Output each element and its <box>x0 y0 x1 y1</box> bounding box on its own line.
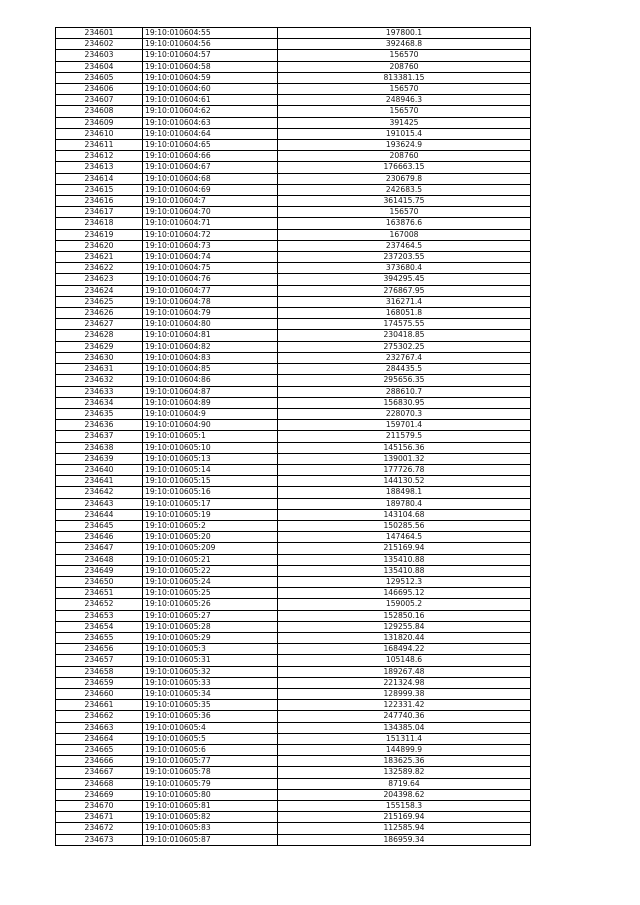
row-number-cell: 234603 <box>56 50 143 61</box>
cadastral-value-cell: 191015.4 <box>278 128 531 139</box>
row-number-cell: 234604 <box>56 61 143 72</box>
table-row <box>56 464 531 475</box>
table-row <box>56 532 531 543</box>
cadastral-number-cell: 19:10:010604:57 <box>143 50 278 61</box>
table-row <box>56 453 531 464</box>
cadastral-number-cell: 19:10:010604:73 <box>143 240 278 251</box>
cadastral-value-cell: 135410.88 <box>278 565 531 576</box>
cadastral-number-cell: 19:10:010605:79 <box>143 778 278 789</box>
cadastral-number-cell: 19:10:010604:62 <box>143 106 278 117</box>
cadastral-value-cell: 144899.9 <box>278 745 531 756</box>
table-row <box>56 364 531 375</box>
table-row <box>56 745 531 756</box>
cadastral-number-cell: 19:10:010604:90 <box>143 420 278 431</box>
table-row <box>56 173 531 184</box>
table-row <box>56 39 531 50</box>
table-row <box>56 341 531 352</box>
row-number-cell: 234645 <box>56 520 143 531</box>
row-number-cell: 234653 <box>56 610 143 621</box>
cadastral-value-cell: 215169.94 <box>278 812 531 823</box>
table-row <box>56 812 531 823</box>
table-row <box>56 700 531 711</box>
cadastral-number-cell: 19:10:010605:36 <box>143 711 278 722</box>
cadastral-value-cell: 8719.64 <box>278 778 531 789</box>
cadastral-value-cell: 174575.55 <box>278 319 531 330</box>
row-number-cell: 234651 <box>56 588 143 599</box>
cadastral-value-cell: 131820.44 <box>278 632 531 643</box>
cadastral-number-cell: 19:10:010604:75 <box>143 263 278 274</box>
cadastral-value-cell: 168494.22 <box>278 644 531 655</box>
cadastral-number-cell: 19:10:010605:13 <box>143 453 278 464</box>
row-number-cell: 234654 <box>56 621 143 632</box>
cadastral-number-cell: 19:10:010604:82 <box>143 341 278 352</box>
row-number-cell: 234613 <box>56 162 143 173</box>
cadastral-number-cell: 19:10:010604:71 <box>143 218 278 229</box>
cadastral-value-cell: 237203.55 <box>278 252 531 263</box>
cadastral-number-cell: 19:10:010604:83 <box>143 352 278 363</box>
table-row <box>56 476 531 487</box>
row-number-cell: 234649 <box>56 565 143 576</box>
table-row <box>56 644 531 655</box>
cadastral-number-cell: 19:10:010605:35 <box>143 700 278 711</box>
cadastral-number-cell: 19:10:010605:26 <box>143 599 278 610</box>
table-row <box>56 229 531 240</box>
cadastral-value-cell: 163876.6 <box>278 218 531 229</box>
cadastral-number-cell: 19:10:010605:34 <box>143 688 278 699</box>
table-row <box>56 240 531 251</box>
table-row <box>56 285 531 296</box>
table-row <box>56 140 531 151</box>
table-row <box>56 834 531 845</box>
row-number-cell: 234655 <box>56 632 143 643</box>
table-row <box>56 498 531 509</box>
cadastral-value-cell: 122331.42 <box>278 700 531 711</box>
cadastral-value-cell: 186959.34 <box>278 834 531 845</box>
cadastral-value-cell: 189780.4 <box>278 498 531 509</box>
cadastral-number-cell: 19:10:010604:65 <box>143 140 278 151</box>
cadastral-value-cell: 156570 <box>278 84 531 95</box>
table-row <box>56 61 531 72</box>
row-number-cell: 234619 <box>56 229 143 240</box>
cadastral-value-cell: 230418.85 <box>278 330 531 341</box>
cadastral-value-cell: 156830.95 <box>278 397 531 408</box>
table-row <box>56 207 531 218</box>
row-number-cell: 234621 <box>56 252 143 263</box>
row-number-cell: 234641 <box>56 476 143 487</box>
cadastral-value-cell: 248946.3 <box>278 95 531 106</box>
row-number-cell: 234630 <box>56 352 143 363</box>
row-number-cell: 234602 <box>56 39 143 50</box>
cadastral-value-cell: 284435.5 <box>278 364 531 375</box>
cadastral-value-cell: 208760 <box>278 151 531 162</box>
cadastral-number-cell: 19:10:010604:64 <box>143 128 278 139</box>
table-row <box>56 408 531 419</box>
table-row <box>56 442 531 453</box>
row-number-cell: 234624 <box>56 285 143 296</box>
cadastral-value-cell: 183625.36 <box>278 756 531 767</box>
cadastral-number-cell: 19:10:010604:89 <box>143 397 278 408</box>
cadastral-value-cell: 144130.52 <box>278 476 531 487</box>
cadastral-value-cell: 143104.68 <box>278 509 531 520</box>
cadastral-number-cell: 19:10:010605:83 <box>143 823 278 834</box>
row-number-cell: 234652 <box>56 599 143 610</box>
cadastral-value-cell: 129255.84 <box>278 621 531 632</box>
table-row <box>56 296 531 307</box>
cadastral-number-cell: 19:10:010605:31 <box>143 655 278 666</box>
cadastral-value-cell: 189267.48 <box>278 666 531 677</box>
row-number-cell: 234660 <box>56 688 143 699</box>
row-number-cell: 234664 <box>56 733 143 744</box>
cadastral-value-cell: 188498.1 <box>278 487 531 498</box>
cadastral-value-cell: 145156.36 <box>278 442 531 453</box>
row-number-cell: 234650 <box>56 576 143 587</box>
cadastral-number-cell: 19:10:010604:69 <box>143 184 278 195</box>
cadastral-value-cell: 176663.15 <box>278 162 531 173</box>
row-number-cell: 234633 <box>56 386 143 397</box>
cadastral-value-cell: 394295.45 <box>278 274 531 285</box>
table-row <box>56 565 531 576</box>
cadastral-number-cell: 19:10:010604:70 <box>143 207 278 218</box>
cadastral-value-cell: 159005.2 <box>278 599 531 610</box>
table-row <box>56 722 531 733</box>
row-number-cell: 234657 <box>56 655 143 666</box>
table-row <box>56 823 531 834</box>
cadastral-value-cell: 156570 <box>278 50 531 61</box>
cadastral-number-cell: 19:10:010604:9 <box>143 408 278 419</box>
row-number-cell: 234612 <box>56 151 143 162</box>
table-row <box>56 666 531 677</box>
cadastral-value-cell: 134385.04 <box>278 722 531 733</box>
table-row <box>56 677 531 688</box>
table-row <box>56 733 531 744</box>
cadastral-number-cell: 19:10:010605:22 <box>143 565 278 576</box>
cadastral-number-cell: 19:10:010605:17 <box>143 498 278 509</box>
cadastral-value-cell: 813381.15 <box>278 72 531 83</box>
cadastral-number-cell: 19:10:010604:56 <box>143 39 278 50</box>
row-number-cell: 234636 <box>56 420 143 431</box>
table-row <box>56 655 531 666</box>
row-number-cell: 234616 <box>56 196 143 207</box>
table-row <box>56 801 531 812</box>
cadastral-number-cell: 19:10:010605:16 <box>143 487 278 498</box>
table-row <box>56 72 531 83</box>
table-row <box>56 128 531 139</box>
cadastral-number-cell: 19:10:010604:60 <box>143 84 278 95</box>
cadastral-value-cell: 230679.8 <box>278 173 531 184</box>
table-row <box>56 196 531 207</box>
row-number-cell: 234640 <box>56 464 143 475</box>
cadastral-number-cell: 19:10:010604:80 <box>143 319 278 330</box>
row-number-cell: 234646 <box>56 532 143 543</box>
cadastral-number-cell: 19:10:010604:78 <box>143 296 278 307</box>
cadastral-number-cell: 19:10:010605:25 <box>143 588 278 599</box>
table-row <box>56 431 531 442</box>
cadastral-number-cell: 19:10:010605:4 <box>143 722 278 733</box>
cadastral-value-cell: 242683.5 <box>278 184 531 195</box>
cadastral-number-cell: 19:10:010604:85 <box>143 364 278 375</box>
table-row <box>56 308 531 319</box>
cadastral-number-cell: 19:10:010605:32 <box>143 666 278 677</box>
cadastral-number-cell: 19:10:010604:58 <box>143 61 278 72</box>
cadastral-value-cell: 156570 <box>278 106 531 117</box>
row-number-cell: 234644 <box>56 509 143 520</box>
cadastral-number-cell: 19:10:010604:76 <box>143 274 278 285</box>
cadastral-value-cell: 215169.94 <box>278 543 531 554</box>
row-number-cell: 234670 <box>56 801 143 812</box>
cadastral-value-cell: 316271.4 <box>278 296 531 307</box>
row-number-cell: 234610 <box>56 128 143 139</box>
cadastral-value-cell: 208760 <box>278 61 531 72</box>
row-number-cell: 234672 <box>56 823 143 834</box>
cadastral-number-cell: 19:10:010605:2 <box>143 520 278 531</box>
row-number-cell: 234642 <box>56 487 143 498</box>
cadastral-value-cell: 228070.3 <box>278 408 531 419</box>
cadastral-number-cell: 19:10:010604:87 <box>143 386 278 397</box>
row-number-cell: 234647 <box>56 543 143 554</box>
cadastral-number-cell: 19:10:010604:59 <box>143 72 278 83</box>
table-row <box>56 778 531 789</box>
cadastral-value-cell: 152850.16 <box>278 610 531 621</box>
row-number-cell: 234643 <box>56 498 143 509</box>
table-row <box>56 386 531 397</box>
cadastral-number-cell: 19:10:010605:10 <box>143 442 278 453</box>
row-number-cell: 234639 <box>56 453 143 464</box>
row-number-cell: 234632 <box>56 375 143 386</box>
table-row <box>56 330 531 341</box>
row-number-cell: 234620 <box>56 240 143 251</box>
cadastral-value-cell: 247740.36 <box>278 711 531 722</box>
row-number-cell: 234622 <box>56 263 143 274</box>
cadastral-value-cell: 288610.7 <box>278 386 531 397</box>
row-number-cell: 234671 <box>56 812 143 823</box>
table-row <box>56 487 531 498</box>
table-row <box>56 28 531 39</box>
cadastral-number-cell: 19:10:010604:7 <box>143 196 278 207</box>
cadastral-number-cell: 19:10:010605:77 <box>143 756 278 767</box>
row-number-cell: 234611 <box>56 140 143 151</box>
cadastral-value-cell: 391425 <box>278 117 531 128</box>
row-number-cell: 234605 <box>56 72 143 83</box>
cadastral-value-cell: 146695.12 <box>278 588 531 599</box>
table-row <box>56 106 531 117</box>
table-row <box>56 263 531 274</box>
table-row <box>56 352 531 363</box>
row-number-cell: 234666 <box>56 756 143 767</box>
row-number-cell: 234658 <box>56 666 143 677</box>
cadastral-number-cell: 19:10:010604:72 <box>143 229 278 240</box>
cadastral-value-cell: 221324.98 <box>278 677 531 688</box>
cadastral-number-cell: 19:10:010604:55 <box>143 28 278 39</box>
row-number-cell: 234668 <box>56 778 143 789</box>
row-number-cell: 234637 <box>56 431 143 442</box>
cadastral-number-cell: 19:10:010605:29 <box>143 632 278 643</box>
cadastral-value-cell: 168051.8 <box>278 308 531 319</box>
cadastral-value-cell: 392468.8 <box>278 39 531 50</box>
row-number-cell: 234609 <box>56 117 143 128</box>
table-row <box>56 50 531 61</box>
row-number-cell: 234661 <box>56 700 143 711</box>
cadastral-value-cell: 147464.5 <box>278 532 531 543</box>
cadastral-number-cell: 19:10:010605:33 <box>143 677 278 688</box>
table-row <box>56 420 531 431</box>
table-row <box>56 767 531 778</box>
table-row <box>56 117 531 128</box>
cadastral-value-cell: 128999.38 <box>278 688 531 699</box>
table-row <box>56 756 531 767</box>
row-number-cell: 234606 <box>56 84 143 95</box>
cadastral-value-cell: 139001.32 <box>278 453 531 464</box>
row-number-cell: 234628 <box>56 330 143 341</box>
cadastral-number-cell: 19:10:010605:3 <box>143 644 278 655</box>
cadastral-value-cell: 129512.3 <box>278 576 531 587</box>
cadastral-number-cell: 19:10:010604:77 <box>143 285 278 296</box>
cadastral-number-cell: 19:10:010605:19 <box>143 509 278 520</box>
cadastral-value-cell: 105148.6 <box>278 655 531 666</box>
table-row <box>56 397 531 408</box>
cadastral-number-cell: 19:10:010604:74 <box>143 252 278 263</box>
row-number-cell: 234618 <box>56 218 143 229</box>
row-number-cell: 234656 <box>56 644 143 655</box>
table-row <box>56 688 531 699</box>
cadastral-number-cell: 19:10:010604:61 <box>143 95 278 106</box>
table-row <box>56 274 531 285</box>
table-row <box>56 509 531 520</box>
cadastral-number-cell: 19:10:010604:79 <box>143 308 278 319</box>
cadastral-number-cell: 19:10:010604:86 <box>143 375 278 386</box>
data-table <box>55 27 531 846</box>
cadastral-number-cell: 19:10:010605:209 <box>143 543 278 554</box>
cadastral-value-cell: 275302.25 <box>278 341 531 352</box>
row-number-cell: 234607 <box>56 95 143 106</box>
cadastral-value-cell: 232767.4 <box>278 352 531 363</box>
table-row <box>56 218 531 229</box>
cadastral-number-cell: 19:10:010605:6 <box>143 745 278 756</box>
cadastral-value-cell: 132589.82 <box>278 767 531 778</box>
row-number-cell: 234625 <box>56 296 143 307</box>
cadastral-value-cell: 167008 <box>278 229 531 240</box>
cadastral-number-cell: 19:10:010604:63 <box>143 117 278 128</box>
table-body <box>56 28 531 846</box>
cadastral-number-cell: 19:10:010605:20 <box>143 532 278 543</box>
row-number-cell: 234659 <box>56 677 143 688</box>
cadastral-value-cell: 156570 <box>278 207 531 218</box>
table-row <box>56 375 531 386</box>
cadastral-number-cell: 19:10:010605:15 <box>143 476 278 487</box>
table-row <box>56 162 531 173</box>
table-row <box>56 95 531 106</box>
row-number-cell: 234631 <box>56 364 143 375</box>
cadastral-number-cell: 19:10:010605:87 <box>143 834 278 845</box>
cadastral-value-cell: 197800.1 <box>278 28 531 39</box>
table-row <box>56 84 531 95</box>
cadastral-value-cell: 193624.9 <box>278 140 531 151</box>
table-row <box>56 588 531 599</box>
row-number-cell: 234665 <box>56 745 143 756</box>
row-number-cell: 234617 <box>56 207 143 218</box>
cadastral-value-cell: 295656.35 <box>278 375 531 386</box>
row-number-cell: 234638 <box>56 442 143 453</box>
cadastral-number-cell: 19:10:010605:81 <box>143 801 278 812</box>
cadastral-number-cell: 19:10:010605:78 <box>143 767 278 778</box>
row-number-cell: 234663 <box>56 722 143 733</box>
table-row <box>56 520 531 531</box>
cadastral-value-cell: 112585.94 <box>278 823 531 834</box>
cadastral-number-cell: 19:10:010605:24 <box>143 576 278 587</box>
cadastral-value-cell: 150285.56 <box>278 520 531 531</box>
table-row <box>56 632 531 643</box>
cadastral-number-cell: 19:10:010604:67 <box>143 162 278 173</box>
cadastral-number-cell: 19:10:010605:80 <box>143 789 278 800</box>
cadastral-number-cell: 19:10:010605:27 <box>143 610 278 621</box>
table-row <box>56 184 531 195</box>
cadastral-number-cell: 19:10:010605:82 <box>143 812 278 823</box>
cadastral-number-cell: 19:10:010605:5 <box>143 733 278 744</box>
cadastral-number-cell: 19:10:010605:14 <box>143 464 278 475</box>
table-row <box>56 789 531 800</box>
cadastral-number-cell: 19:10:010605:1 <box>143 431 278 442</box>
row-number-cell: 234669 <box>56 789 143 800</box>
table-row <box>56 599 531 610</box>
table-row <box>56 621 531 632</box>
row-number-cell: 234648 <box>56 554 143 565</box>
row-number-cell: 234662 <box>56 711 143 722</box>
row-number-cell: 234608 <box>56 106 143 117</box>
table-row <box>56 711 531 722</box>
row-number-cell: 234601 <box>56 28 143 39</box>
table-row <box>56 319 531 330</box>
cadastral-value-cell: 135410.88 <box>278 554 531 565</box>
table-row <box>56 610 531 621</box>
table-row <box>56 554 531 565</box>
row-number-cell: 234634 <box>56 397 143 408</box>
cadastral-number-cell: 19:10:010604:66 <box>143 151 278 162</box>
table-row <box>56 151 531 162</box>
cadastral-value-cell: 373680.4 <box>278 263 531 274</box>
table-row <box>56 252 531 263</box>
row-number-cell: 234614 <box>56 173 143 184</box>
table-row <box>56 543 531 554</box>
row-number-cell: 234629 <box>56 341 143 352</box>
row-number-cell: 234626 <box>56 308 143 319</box>
cadastral-value-cell: 361415.75 <box>278 196 531 207</box>
cadastral-number-cell: 19:10:010605:28 <box>143 621 278 632</box>
cadastral-number-cell: 19:10:010605:21 <box>143 554 278 565</box>
row-number-cell: 234673 <box>56 834 143 845</box>
row-number-cell: 234623 <box>56 274 143 285</box>
cadastral-value-cell: 211579.5 <box>278 431 531 442</box>
cadastral-value-cell: 177726.78 <box>278 464 531 475</box>
cadastral-value-cell: 155158.3 <box>278 801 531 812</box>
row-number-cell: 234635 <box>56 408 143 419</box>
row-number-cell: 234627 <box>56 319 143 330</box>
cadastral-number-cell: 19:10:010604:81 <box>143 330 278 341</box>
cadastral-value-cell: 151311.4 <box>278 733 531 744</box>
row-number-cell: 234667 <box>56 767 143 778</box>
row-number-cell: 234615 <box>56 184 143 195</box>
cadastral-value-cell: 237464.5 <box>278 240 531 251</box>
cadastral-value-cell: 276867.95 <box>278 285 531 296</box>
table-row <box>56 576 531 587</box>
cadastral-value-cell: 159701.4 <box>278 420 531 431</box>
cadastral-number-cell: 19:10:010604:68 <box>143 173 278 184</box>
cadastral-value-cell: 204398.62 <box>278 789 531 800</box>
